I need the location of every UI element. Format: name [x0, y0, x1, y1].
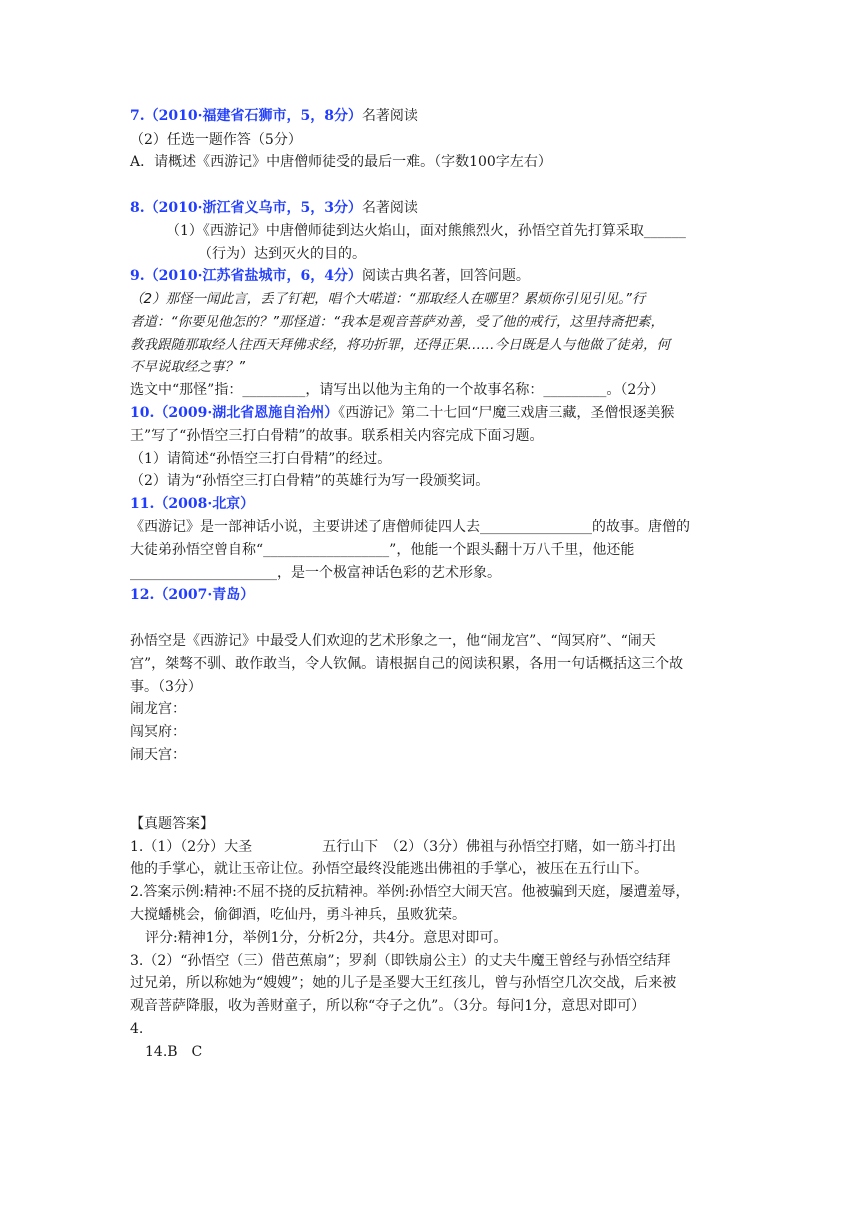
answer-2-line: 大搅蟠桃会，偷御酒，吃仙丹，勇斗神兵，虽败犹荣。	[130, 907, 466, 923]
answer-3-line: 3.（2）“孙悟空（三）借芭蕉扇”；罗刹（即铁扇公主）的丈夫牛魔王曾经与孙悟空结拜	[130, 953, 671, 969]
question-9-passage: 教我跟随那取经人往西天拜佛求经，将功折罪，还得正果……今日既是人与他做了徒弟，何	[130, 337, 670, 353]
question-9-line: 选文中“那怪”指：_________，请写出以他为主角的一个故事名称：_________。（2分）	[130, 382, 665, 398]
question-11-line: 大徒弟孙悟空曾自称“__________________”，他能一个跟头翻十万八千里，他还能	[130, 542, 635, 558]
question-10-heading	[130, 403, 674, 423]
question-9-source: 9.（2010·江苏省盐城市，6，4分）	[130, 268, 362, 284]
question-9-passage: （2）那怪一闻此言，丢了钉耙，唱个大喏道：“那取经人在哪里？累烦你引见引见。”行	[130, 291, 646, 307]
question-11-line: _____________________，是一个极富神话色彩的艺术形象。	[130, 565, 501, 581]
question-7-topic: 名著阅读	[361, 108, 418, 124]
question-8-source: 8.（2010·浙江省义乌市，5，3分）	[130, 200, 362, 216]
question-10-line: （2）请为“孙悟空三打白骨精”的英雄行为写一段颁奖词。	[130, 473, 490, 489]
question-12-line: 事。（3分）	[130, 679, 202, 695]
question-12-line: 闹龙宫：	[130, 701, 186, 717]
question-8-line: （行为）达到灭火的目的。	[198, 246, 366, 262]
question-10-source: 10.（2009·湖北省恩施自治州）	[130, 405, 339, 421]
question-7-source: 7.（2010·福建省石狮市，5，8分）	[130, 108, 362, 124]
question-12-line: 宫”，桀骜不驯、敢作敢当，令人钦佩。请根据自己的阅读积累，各用一句话概括这三个故	[130, 656, 684, 672]
question-10-line: 王”写了“孙悟空三打白骨精”的故事。联系相关内容完成下面习题。	[130, 428, 544, 444]
question-7-line: （2）任选一题作答（5分）	[130, 132, 302, 148]
question-7-line: A．请概述《西游记》中唐僧师徒受的最后一难。（字数100字左右）	[130, 154, 552, 170]
question-8-heading	[130, 198, 418, 218]
answer-1-part-b: 五行山下 （2）（3分）佛祖与孙悟空打赌，如一筋斗打出	[322, 839, 676, 855]
question-10-line: （1）请简述“孙悟空三打白骨精”的经过。	[130, 451, 392, 467]
answer-14-line: 14.B C	[145, 1044, 203, 1060]
answers-title: 【真题答案】	[130, 816, 214, 832]
question-12-line: 孙悟空是《西游记》中最受人们欢迎的艺术形象之一，他“闹龙宫”、“闯冥府”、“闹天	[130, 633, 656, 649]
answer-1-line	[130, 837, 676, 857]
question-10-topic: 《西游记》第二十七回“尸魔三戏唐三藏，圣僧恨逐美猴	[338, 405, 675, 421]
answer-1-part-a: 1.（1）（2分）大圣	[130, 839, 253, 855]
answer-2-line: 2.答案示例:精神:不屈不挠的反抗精神。举例:孙悟空大闹天宫。他被骗到天庭，屡遭羞辱，	[130, 884, 690, 900]
answer-4-line: 4.	[130, 1021, 144, 1037]
question-12-line: 闹天宫：	[130, 747, 186, 763]
answer-2-scoring: 评分:精神1分，举例1分，分析2分，共4分。意思对即可。	[145, 930, 508, 946]
question-12-source: 12.（2007·青岛）	[130, 587, 255, 603]
answer-3-line: 过兄弟，所以称她为“嫂嫂”；她的儿子是圣婴大王红孩儿，曾与孙悟空几次交战，后来被	[130, 975, 677, 991]
question-7-heading	[130, 106, 418, 126]
answer-1-line: 他的手掌心，就让玉帝让位。孙悟空最终没能逃出佛祖的手掌心，被压在五行山下。	[130, 861, 648, 877]
question-12-heading	[130, 585, 254, 605]
question-8-topic: 名著阅读	[361, 200, 418, 216]
question-8-line: （1）《西游记》中唐僧师徒到达火焰山，面对熊熊烈火，孙悟空首先打算采取______	[166, 223, 686, 239]
question-9-passage: 者道：“你要见他怎的？”那怪道：“我本是观音菩萨劝善，受了他的戒行，这里持斋把素，	[130, 314, 664, 330]
question-9-passage: 不早说取经之事？”	[130, 359, 245, 375]
answer-3-line: 观音菩萨降服，收为善财童子，所以称“夺子之仇”。（3分。每问1分，意思对即可）	[130, 998, 646, 1014]
question-9-topic: 阅读古典名著，回答问题。	[361, 268, 530, 284]
question-11-line: 《西游记》是一部神话小说，主要讲述了唐僧师徒四人去________________的故事。唐僧的	[130, 519, 690, 535]
question-11-heading	[130, 494, 254, 514]
question-12-line: 闯冥府：	[130, 724, 186, 740]
question-11-source: 11.（2008·北京）	[130, 496, 255, 512]
question-9-heading	[130, 266, 530, 286]
